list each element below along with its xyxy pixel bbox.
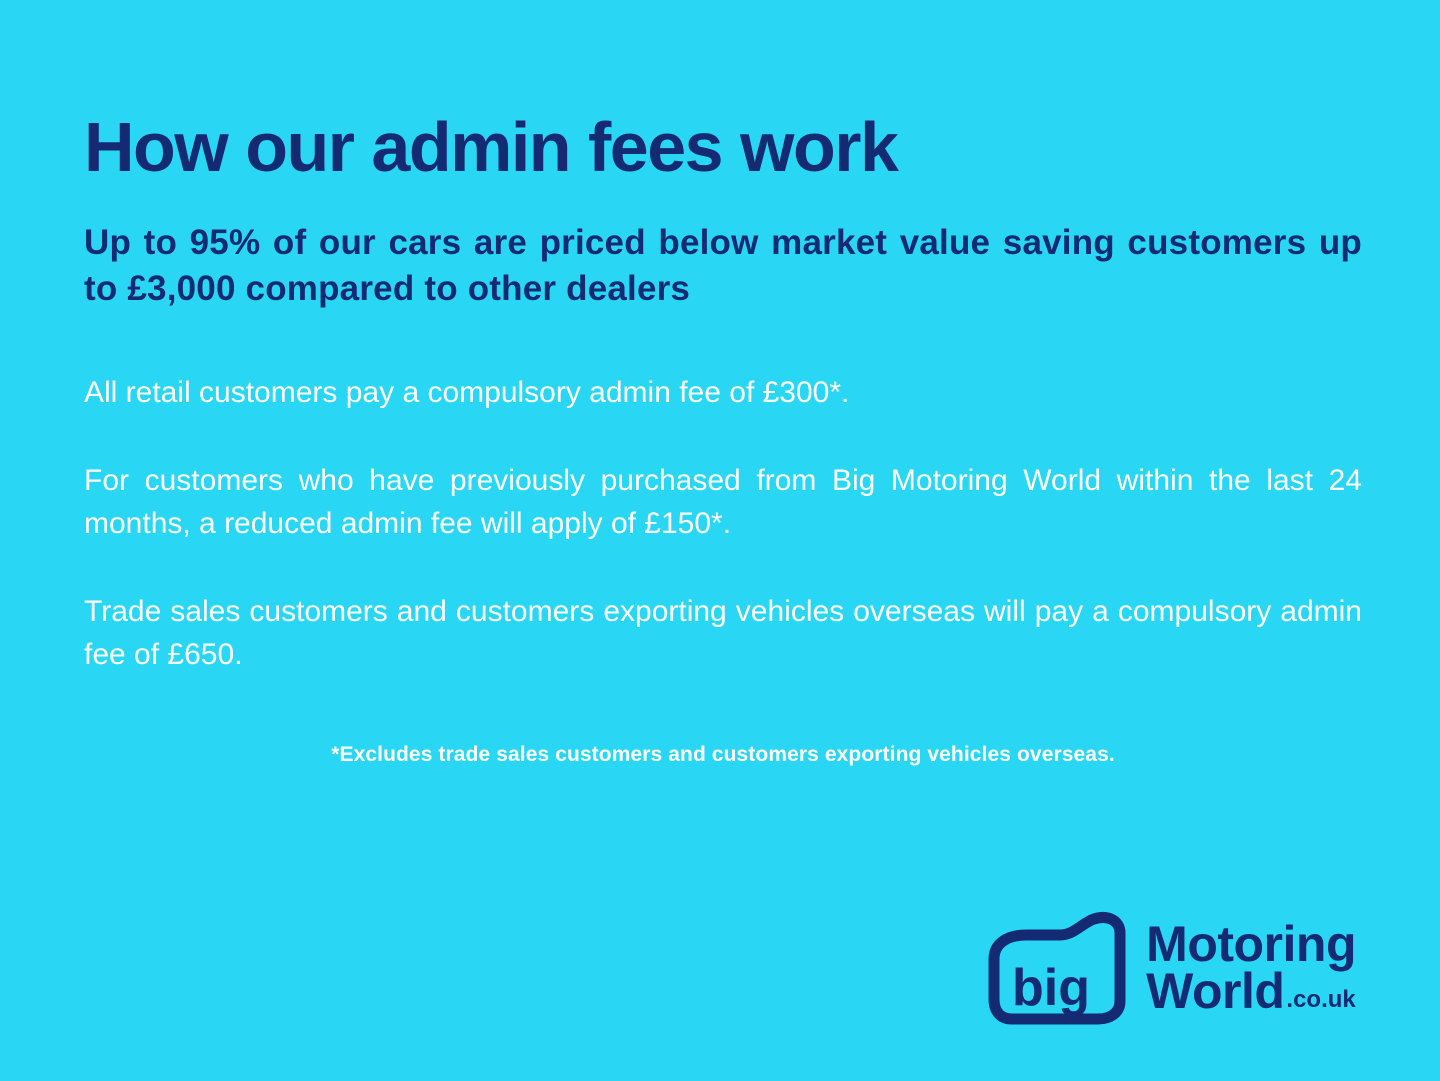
paragraph-returning-customer-fee: For customers who have previously purchased from Big Motoring World within the last 24 months, a reduced admin fee will apply of £150*.	[84, 463, 1362, 540]
svg-text:big: big	[1012, 959, 1091, 1017]
disclaimer-text: *Excludes trade sales customers and customers exporting vehicles overseas.	[331, 742, 1115, 766]
big-car-logo-icon	[982, 909, 1132, 1027]
logo-world-text: World	[1146, 963, 1285, 1019]
logo-wordmark	[1146, 915, 1356, 1019]
subheadline: Up to 95% of our cars are priced below market value saving customers up to £3,000 compared to other dealers	[84, 223, 1362, 308]
logo-line-motoring: Motoring	[1146, 915, 1356, 972]
logo-line-world	[1146, 963, 1356, 1019]
logo-domain-suffix: .co.uk	[1286, 985, 1356, 1013]
brand-logo	[982, 909, 1356, 1027]
page-title: How our admin fees work	[84, 108, 898, 186]
paragraph-trade-export-fee: Trade sales customers and customers exporting vehicles overseas will pay a compulsory admin fee of £650.	[84, 594, 1362, 671]
paragraph-retail-fee: All retail customers pay a compulsory admin fee of £300*.	[84, 376, 850, 409]
